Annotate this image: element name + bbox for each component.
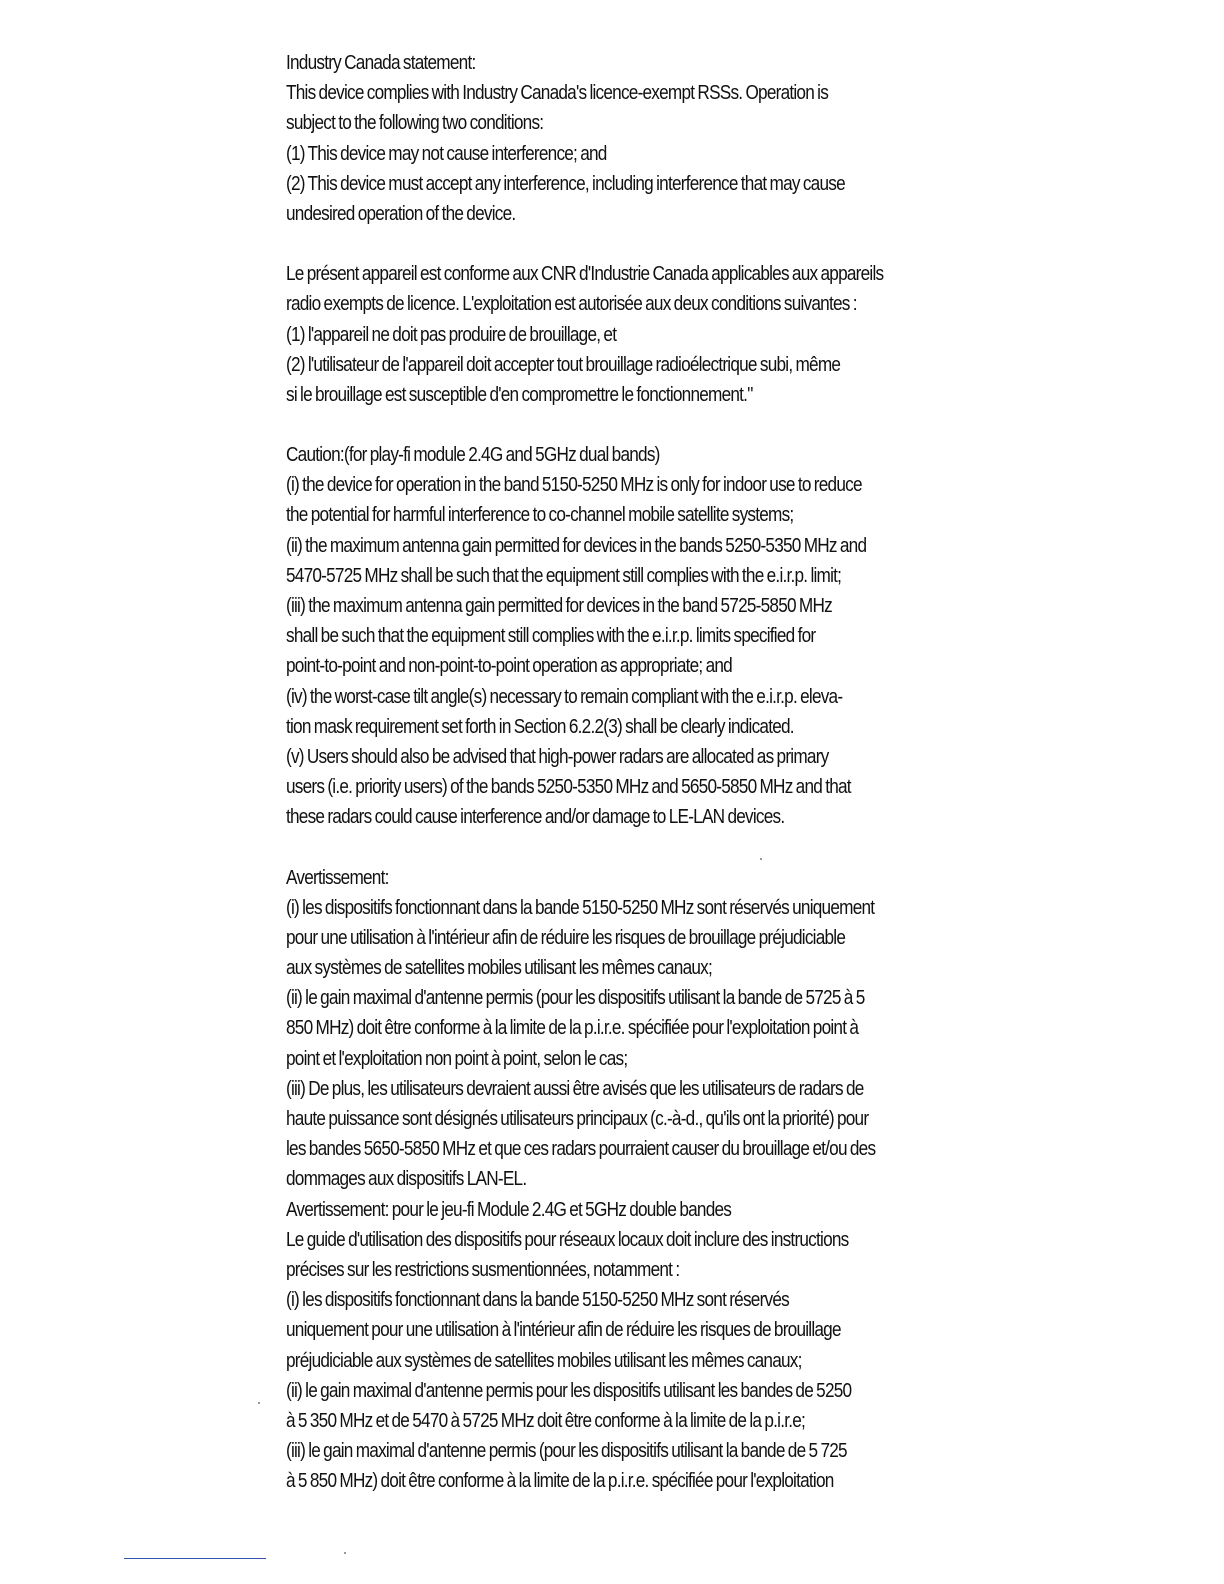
text-line: précises sur les restrictions susmentionnées, notamment : (286, 1258, 680, 1281)
text-line: undesired operation of the device. (286, 202, 516, 225)
text-line: pour une utilisation à l'intérieur afin de réduire les risques de brouillage préjudiciable (286, 926, 846, 949)
text-line: Le présent appareil est conforme aux CNR d'Industrie Canada applicables aux appareils (286, 263, 884, 286)
text-line: (2) l'utilisateur de l'appareil doit accepter tout brouillage radioélectrique subi, même (286, 353, 841, 376)
document-page (286, 48, 936, 1496)
text-line: users (i.e. priority users) of the bands 5250-5350 MHz and 5650-5850 MHz and that (286, 776, 851, 799)
text-line: (i) les dispositifs fonctionnant dans la bande 5150-5250 MHz sont réservés (286, 1289, 790, 1312)
scan-speck (344, 1552, 346, 1554)
text-line: haute puissance sont désignés utilisateurs principaux (c.-à-d., qu'ils ont la priorité) pour (286, 1108, 869, 1130)
text-line: (iii) De plus, les utilisateurs devraient aussi être avisés que les utilisateurs de radars de (286, 1077, 864, 1100)
text-line: si le brouillage est susceptible d'en compromettre le fonctionnement." (286, 383, 753, 406)
text-line: point et l'exploitation non point à point, selon le cas; (286, 1047, 628, 1070)
text-line: (ii) the maximum antenna gain permitted for devices in the bands 5250-5350 MHz and (286, 534, 867, 557)
text-line: aux systèmes de satellites mobiles utilisant les mêmes canaux; (286, 957, 712, 980)
text-line: 850 MHz) doit être conforme à la limite de la p.i.r.e. spécifiée pour l'exploitation point à (286, 1017, 859, 1040)
text-line: (1) This device may not cause interference; and (286, 142, 607, 165)
paragraph-gap (286, 229, 936, 259)
text-line: (iii) the maximum antenna gain permitted for devices in the band 5725-5850 MHz (286, 595, 832, 617)
text-line: à 5 850 MHz) doit être conforme à la limite de la p.i.r.e. spécifiée pour l'exploitation (286, 1470, 834, 1493)
text-line: les bandes 5650-5850 MHz et que ces radars pourraient causer du brouillage et/ou des (286, 1138, 876, 1161)
section-caution (286, 440, 936, 832)
text-line: (iii) le gain maximal d'antenne permis (pour les dispositifs utilisant la bande de 5 725 (286, 1440, 847, 1463)
scan-speck (258, 1402, 260, 1404)
text-line: shall be such that the equipment still complies with the e.i.r.p. limits specified for (286, 625, 816, 648)
text-line: à 5 350 MHz et de 5470 à 5725 MHz doit être conforme à la limite de la p.i.r.e; (286, 1409, 806, 1432)
section-industry-canada-statement (286, 48, 936, 229)
text-line: préjudiciable aux systèmes de satellites mobiles utilisant les mêmes canaux; (286, 1349, 802, 1372)
text-line: 5470-5725 MHz shall be such that the equipment still complies with the e.i.r.p. limit; (286, 564, 842, 587)
footer-rule (124, 1558, 266, 1559)
text-line: Le guide d'utilisation des dispositifs pour réseaux locaux doit inclure des instructions (286, 1228, 849, 1251)
scan-speck (760, 858, 762, 860)
section-cnr-french-statement (286, 259, 936, 410)
text-line: Avertissement: (286, 866, 389, 889)
paragraph-gap (286, 410, 936, 440)
text-line: (iv) the worst-case tilt angle(s) necessary to remain compliant with the e.i.r.p. eleva- (286, 685, 843, 708)
section-avertissement (286, 863, 936, 1497)
text-line: Avertissement: pour le jeu-fi Module 2.4G et 5GHz double bandes (286, 1198, 732, 1221)
paragraph-gap (286, 833, 936, 863)
text-line: these radars could cause interference and/or damage to LE-LAN devices. (286, 806, 785, 829)
text-line: (v) Users should also be advised that high-power radars are allocated as primary (286, 745, 829, 768)
text-line: (i) the device for operation in the band 5150-5250 MHz is only for indoor use to reduce (286, 474, 862, 497)
text-line: point-to-point and non-point-to-point operation as appropriate; and (286, 655, 732, 678)
text-line: the potential for harmful interference to co-channel mobile satellite systems; (286, 504, 794, 527)
text-line: (1) l'appareil ne doit pas produire de brouillage, et (286, 323, 617, 346)
text-line: (ii) le gain maximal d'antenne permis (pour les dispositifs utilisant la bande de 5725 à 5 (286, 987, 865, 1010)
text-line: dommages aux dispositifs LAN-EL. (286, 1168, 527, 1191)
text-line: Caution:(for play-fi module 2.4G and 5GHz dual bands) (286, 444, 660, 467)
text-line: tion mask requirement set forth in Section 6.2.2(3) shall be clearly indicated. (286, 715, 794, 738)
text-line: Industry Canada statement: (286, 52, 476, 74)
text-line: (ii) le gain maximal d'antenne permis pour les dispositifs utilisant les bandes de 5250 (286, 1379, 852, 1402)
text-line: radio exempts de licence. L'exploitation est autorisée aux deux conditions suivantes : (286, 293, 857, 316)
text-line: subject to the following two conditions: (286, 112, 544, 135)
text-line: (2) This device must accept any interference, including interference that may cause (286, 172, 845, 195)
text-line: This device complies with Industry Canada's licence-exempt RSSs. Operation is (286, 82, 829, 105)
text-line: (i) les dispositifs fonctionnant dans la bande 5150-5250 MHz sont réservés uniquement (286, 896, 875, 919)
text-line: uniquement pour une utilisation à l'intérieur afin de réduire les risques de brouillage (286, 1319, 841, 1342)
